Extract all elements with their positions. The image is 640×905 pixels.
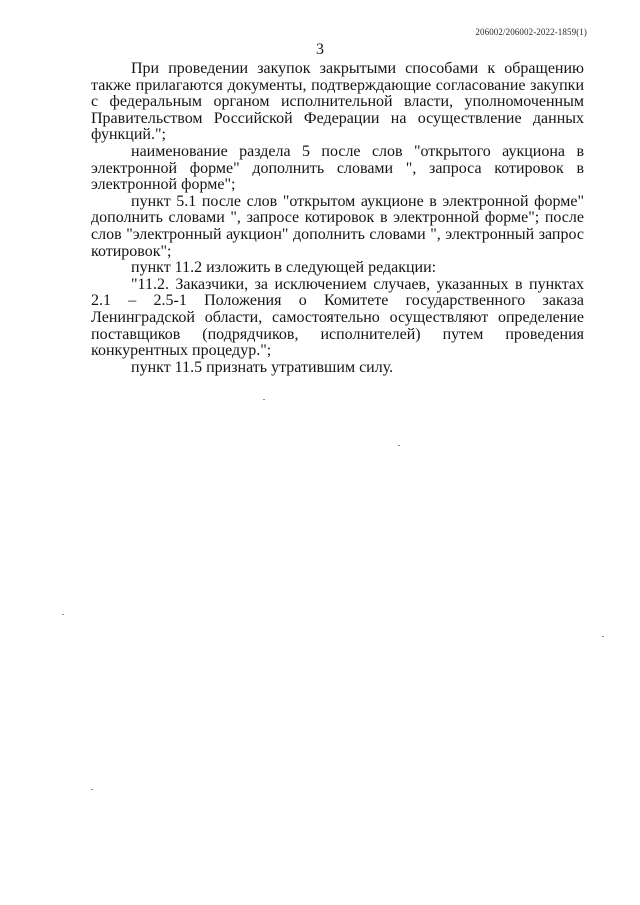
paragraph-clause-11-2-text: "11.2. Заказчики, за исключением случаев, указанных в пунктах 2.1 – 2.5-1 Положения о Комитете государственного заказа Ленинградской области, самостоятельно осуществляют определение поставщиков (подрядчиков, исполнителей) путем проведения конкурентных процедур."; [91, 275, 584, 360]
paragraph-clause-11-5: пункт 11.5 признать утратившим силу. [131, 358, 394, 376]
document-registration-number: 206002/206002-2022-1859(1) [475, 27, 587, 37]
page-number: 3 [316, 41, 324, 58]
document-body [91, 61, 584, 376]
paragraph-section-5-title: наименование раздела 5 после слов "открытого аукциона в электронной форме" дополнить словами ", запроса котировок в электронной форме"; [91, 142, 584, 194]
paragraph-clause-11-2-intro: пункт 11.2 изложить в следующей редакции: [131, 259, 437, 277]
scan-speck [91, 789, 93, 790]
scan-speck [398, 445, 400, 446]
paragraph-closed-procurement: При проведении закупок закрытыми способами к обращению также прилагаются документы, подтверждающие согласование закупки с федеральным органом исполнительной власти, уполномоченным Правительством Российской Федерации на осуществление данных функций."; [91, 60, 584, 144]
scan-speck [263, 399, 265, 400]
scan-speck [602, 636, 604, 637]
scan-speck [62, 614, 64, 615]
paragraph-clause-5-1: пункт 5.1 после слов "открытом аукционе в электронной форме" дополнить словами ", запросе котировок в электронной форме"; после слов "электронный аукцион" дополнить словами ", электронный запрос котировок"; [91, 192, 584, 260]
